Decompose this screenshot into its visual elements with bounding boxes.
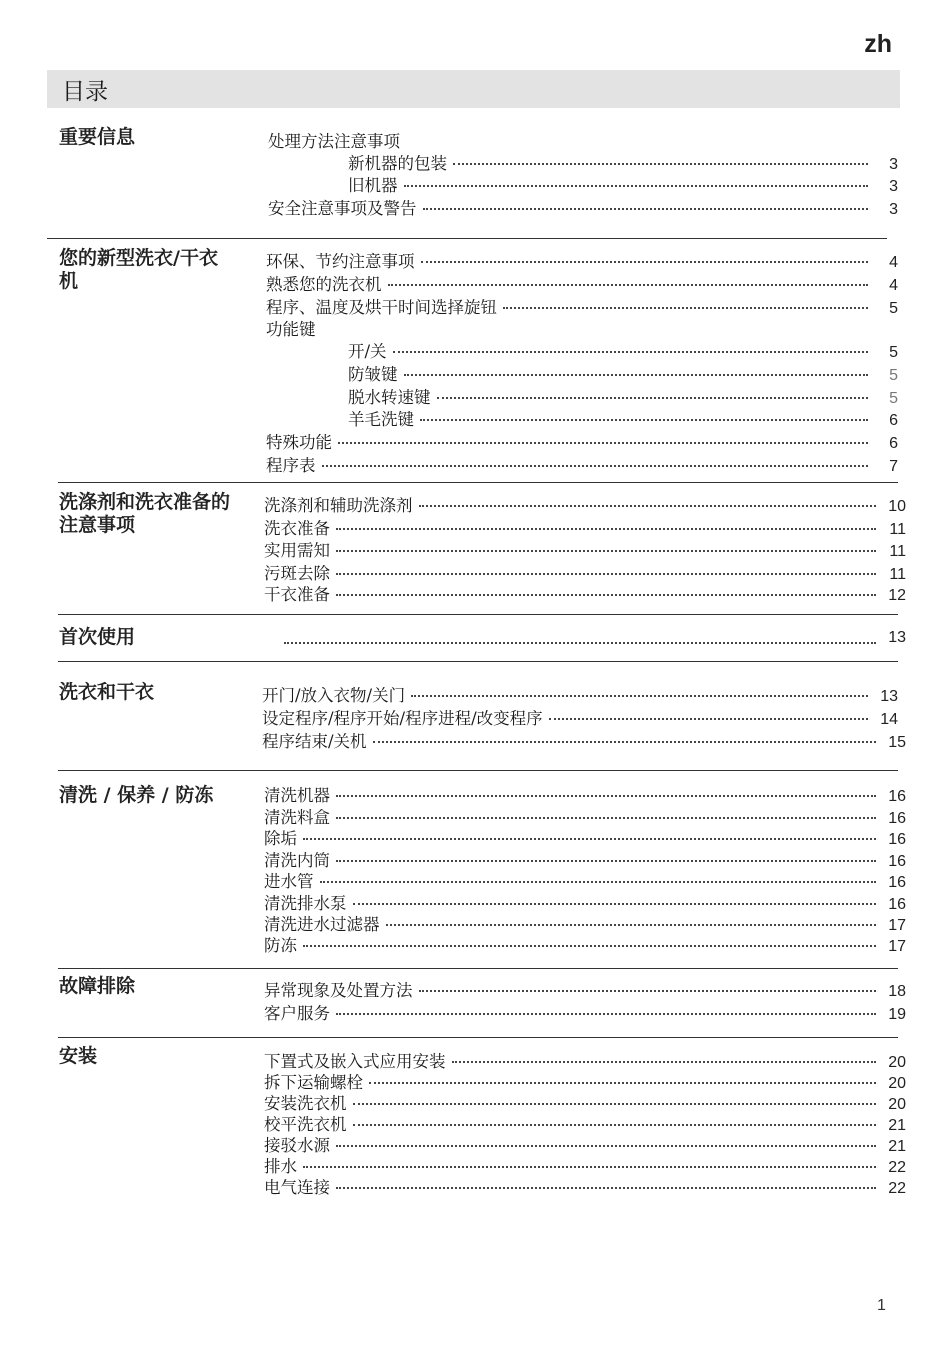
entry-page-number: 11: [889, 521, 906, 538]
toc-title: 目录: [62, 79, 108, 105]
entry-label: 功能键: [266, 320, 316, 339]
entry-page-number: 5: [889, 367, 898, 384]
section-title: 首次使用: [59, 626, 136, 648]
toc-entry[interactable]: [262, 705, 898, 727]
entry-page-number: 20: [888, 1075, 906, 1092]
dot-leader: [369, 1082, 876, 1084]
dot-leader: [353, 903, 877, 905]
entry-label: 环保、节约注意事项: [266, 252, 415, 271]
entry-label: 实用需知: [264, 541, 330, 560]
dot-leader: [420, 419, 868, 421]
toc-entry[interactable]: [264, 825, 906, 847]
entry-label: 防皱键: [348, 365, 398, 384]
dot-leader: [303, 1166, 876, 1168]
entry-label: 熟悉您的洗衣机: [266, 275, 382, 294]
entry-label: 脱水转速键: [348, 388, 431, 407]
toc-entry[interactable]: [348, 338, 898, 360]
toc-entry[interactable]: [278, 629, 906, 651]
dot-leader: [320, 881, 877, 883]
toc-entry[interactable]: [264, 1111, 906, 1133]
dot-leader: [388, 284, 869, 286]
toc-entry[interactable]: [264, 804, 906, 826]
entry-page-number: 19: [888, 1006, 906, 1023]
entry-page-number: 20: [888, 1054, 906, 1071]
toc-entry[interactable]: [266, 316, 898, 338]
entry-label: 处理方法注意事项: [268, 132, 400, 151]
section-divider: [58, 968, 898, 969]
entry-label: 旧机器: [348, 176, 398, 195]
entry-label: 羊毛洗键: [348, 410, 414, 429]
toc-entry[interactable]: [264, 847, 906, 869]
toc-entry[interactable]: [348, 150, 898, 172]
dot-leader: [338, 442, 868, 444]
section-title: 您的新型洗衣/干衣机: [59, 247, 218, 292]
entry-label: 干衣准备: [264, 585, 330, 604]
toc-entry[interactable]: [264, 932, 906, 954]
toc-entry[interactable]: [264, 581, 906, 603]
dot-leader: [336, 860, 876, 862]
entry-label: 设定程序/程序开始/程序进程/改变程序: [262, 709, 543, 728]
section-divider: [58, 1037, 898, 1038]
entry-label: 洗涤剂和辅助洗涤剂: [264, 496, 413, 515]
page-number: 1: [877, 1297, 886, 1314]
dot-leader: [393, 351, 868, 353]
entry-page-number: 18: [888, 983, 906, 1000]
dot-leader: [284, 642, 876, 644]
entry-page-number: 12: [888, 587, 906, 604]
entry-page-number: 17: [888, 917, 906, 934]
dot-leader: [336, 1187, 876, 1189]
toc-entry[interactable]: [348, 406, 898, 428]
entry-page-number: 3: [889, 156, 898, 173]
dot-leader: [353, 1103, 877, 1105]
dot-leader: [419, 505, 877, 507]
entry-page-number: 11: [889, 566, 906, 583]
entry-label: 清洗排水泵: [264, 894, 347, 913]
section-divider: [58, 661, 898, 662]
entry-page-number: 3: [889, 201, 898, 218]
entry-label: 清洗内筒: [264, 851, 330, 870]
toc-entry[interactable]: [264, 868, 906, 890]
entry-label: 除垢: [264, 829, 297, 848]
toc-entry[interactable]: [264, 1000, 906, 1022]
entry-page-number: 22: [888, 1180, 906, 1197]
entry-page-number: 16: [888, 810, 906, 827]
toc-entry[interactable]: [262, 682, 898, 704]
dot-leader: [336, 1013, 876, 1015]
toc-entry[interactable]: [264, 1174, 906, 1196]
entry-label: 新机器的包装: [348, 154, 447, 173]
toc-entry[interactable]: [266, 294, 898, 316]
entry-label: 清洗机器: [264, 786, 330, 805]
toc-entry[interactable]: [264, 977, 906, 999]
dot-leader: [336, 1145, 876, 1147]
dot-leader: [549, 718, 868, 720]
entry-label: 排水: [264, 1157, 297, 1176]
entry-label: 防冻: [264, 936, 297, 955]
entry-page-number: 16: [888, 896, 906, 913]
entry-page-number: 13: [880, 688, 898, 705]
entry-label: 安装洗衣机: [264, 1094, 347, 1113]
dot-leader: [336, 594, 876, 596]
dot-leader: [421, 261, 869, 263]
entry-page-number: 3: [889, 178, 898, 195]
entry-label: 进水管: [264, 872, 314, 891]
entry-label: 异常现象及处置方法: [264, 981, 413, 1000]
section-divider: [47, 238, 887, 239]
dot-leader: [437, 397, 869, 399]
entry-label: 污斑去除: [264, 564, 330, 583]
toc-entry[interactable]: [264, 1069, 906, 1091]
language-code: zh: [864, 30, 892, 58]
entry-label: 客户服务: [264, 1004, 330, 1023]
entry-page-number: 15: [888, 734, 906, 751]
entry-label: 程序表: [266, 456, 316, 475]
toc-entry[interactable]: [348, 384, 898, 406]
entry-page-number: 6: [889, 435, 898, 452]
entry-label: 开/关: [348, 342, 387, 361]
entry-page-number: 5: [889, 390, 898, 407]
dot-leader: [336, 817, 876, 819]
entry-label: 下置式及嵌入式应用安装: [264, 1052, 446, 1071]
toc-entry[interactable]: [268, 195, 898, 217]
entry-label: 接驳水源: [264, 1136, 330, 1155]
dot-leader: [373, 741, 876, 743]
entry-label: 拆下运输螺栓: [264, 1073, 363, 1092]
entry-label: 清洗进水过滤器: [264, 915, 380, 934]
toc-entry[interactable]: [264, 560, 906, 582]
section-divider: [58, 770, 898, 771]
section-divider: [58, 482, 898, 483]
dot-leader: [336, 795, 876, 797]
section-title: 安装: [59, 1045, 98, 1067]
entry-page-number: 11: [889, 543, 906, 560]
entry-label: 电气连接: [264, 1178, 330, 1197]
entry-page-number: 4: [889, 277, 898, 294]
entry-page-number: 21: [888, 1117, 906, 1134]
entry-page-number: 13: [888, 629, 906, 646]
toc-entry[interactable]: [264, 1132, 906, 1154]
entry-page-number: 16: [888, 788, 906, 805]
entry-page-number: 21: [888, 1138, 906, 1155]
entry-page-number: 5: [889, 300, 898, 317]
dot-leader: [503, 307, 868, 309]
entry-page-number: 14: [880, 711, 898, 728]
section-divider: [58, 614, 898, 615]
dot-leader: [336, 528, 876, 530]
dot-leader: [419, 990, 877, 992]
dot-leader: [386, 924, 877, 926]
toc-entry[interactable]: [266, 429, 898, 451]
dot-leader: [303, 945, 876, 947]
dot-leader: [404, 185, 869, 187]
dot-leader: [411, 695, 868, 697]
entry-label: 洗衣准备: [264, 519, 330, 538]
toc-entry[interactable]: [264, 1153, 906, 1175]
entry-page-number: 20: [888, 1096, 906, 1113]
section-title: 故障排除: [59, 975, 136, 997]
toc-entry[interactable]: [264, 515, 906, 537]
toc-entry[interactable]: [264, 492, 906, 514]
dot-leader: [452, 1061, 877, 1063]
entry-page-number: 4: [889, 254, 898, 271]
toc-entry[interactable]: [264, 911, 906, 933]
toc-entry[interactable]: [264, 1090, 906, 1112]
section-title: 洗衣和干衣: [59, 681, 155, 703]
dot-leader: [353, 1124, 877, 1126]
entry-label: 安全注意事项及警告: [268, 199, 417, 218]
toc-entry[interactable]: [262, 728, 906, 750]
toc-entry[interactable]: [266, 271, 898, 293]
toc-entry[interactable]: [264, 782, 906, 804]
section-title: 洗涤剂和洗衣准备的注意事项: [59, 491, 231, 536]
entry-page-number: 16: [888, 853, 906, 870]
toc-entry[interactable]: [348, 172, 898, 194]
entry-label: 程序、温度及烘干时间选择旋钮: [266, 298, 497, 317]
dot-leader: [423, 208, 869, 210]
toc-entry[interactable]: [264, 537, 906, 559]
entry-label: 校平洗衣机: [264, 1115, 347, 1134]
entry-page-number: 22: [888, 1159, 906, 1176]
entry-label: 程序结束/关机: [262, 732, 367, 751]
toc-entry[interactable]: [348, 361, 898, 383]
toc-title-bar: [47, 70, 900, 108]
entry-label: 开门/放入衣物/关门: [262, 686, 406, 705]
toc-entry[interactable]: [266, 452, 898, 474]
dot-leader: [303, 838, 876, 840]
entry-page-number: 5: [889, 344, 898, 361]
section-title: 清洗 / 保养 / 防冻: [59, 784, 214, 806]
dot-leader: [336, 573, 876, 575]
entry-label: 特殊功能: [266, 433, 332, 452]
entry-page-number: 16: [888, 831, 906, 848]
dot-leader: [322, 465, 869, 467]
section-title: 重要信息: [59, 126, 136, 148]
entry-page-number: 7: [889, 458, 898, 475]
dot-leader: [453, 163, 868, 165]
dot-leader: [336, 550, 876, 552]
dot-leader: [404, 374, 869, 376]
toc-entry[interactable]: [268, 128, 898, 150]
entry-page-number: 17: [888, 938, 906, 955]
toc-entry[interactable]: [264, 890, 906, 912]
entry-page-number: 16: [888, 874, 906, 891]
entry-label: 清洗料盒: [264, 808, 330, 827]
entry-page-number: 6: [889, 412, 898, 429]
entry-page-number: 10: [888, 498, 906, 515]
toc-entry[interactable]: [264, 1048, 906, 1070]
toc-entry[interactable]: [266, 248, 898, 270]
